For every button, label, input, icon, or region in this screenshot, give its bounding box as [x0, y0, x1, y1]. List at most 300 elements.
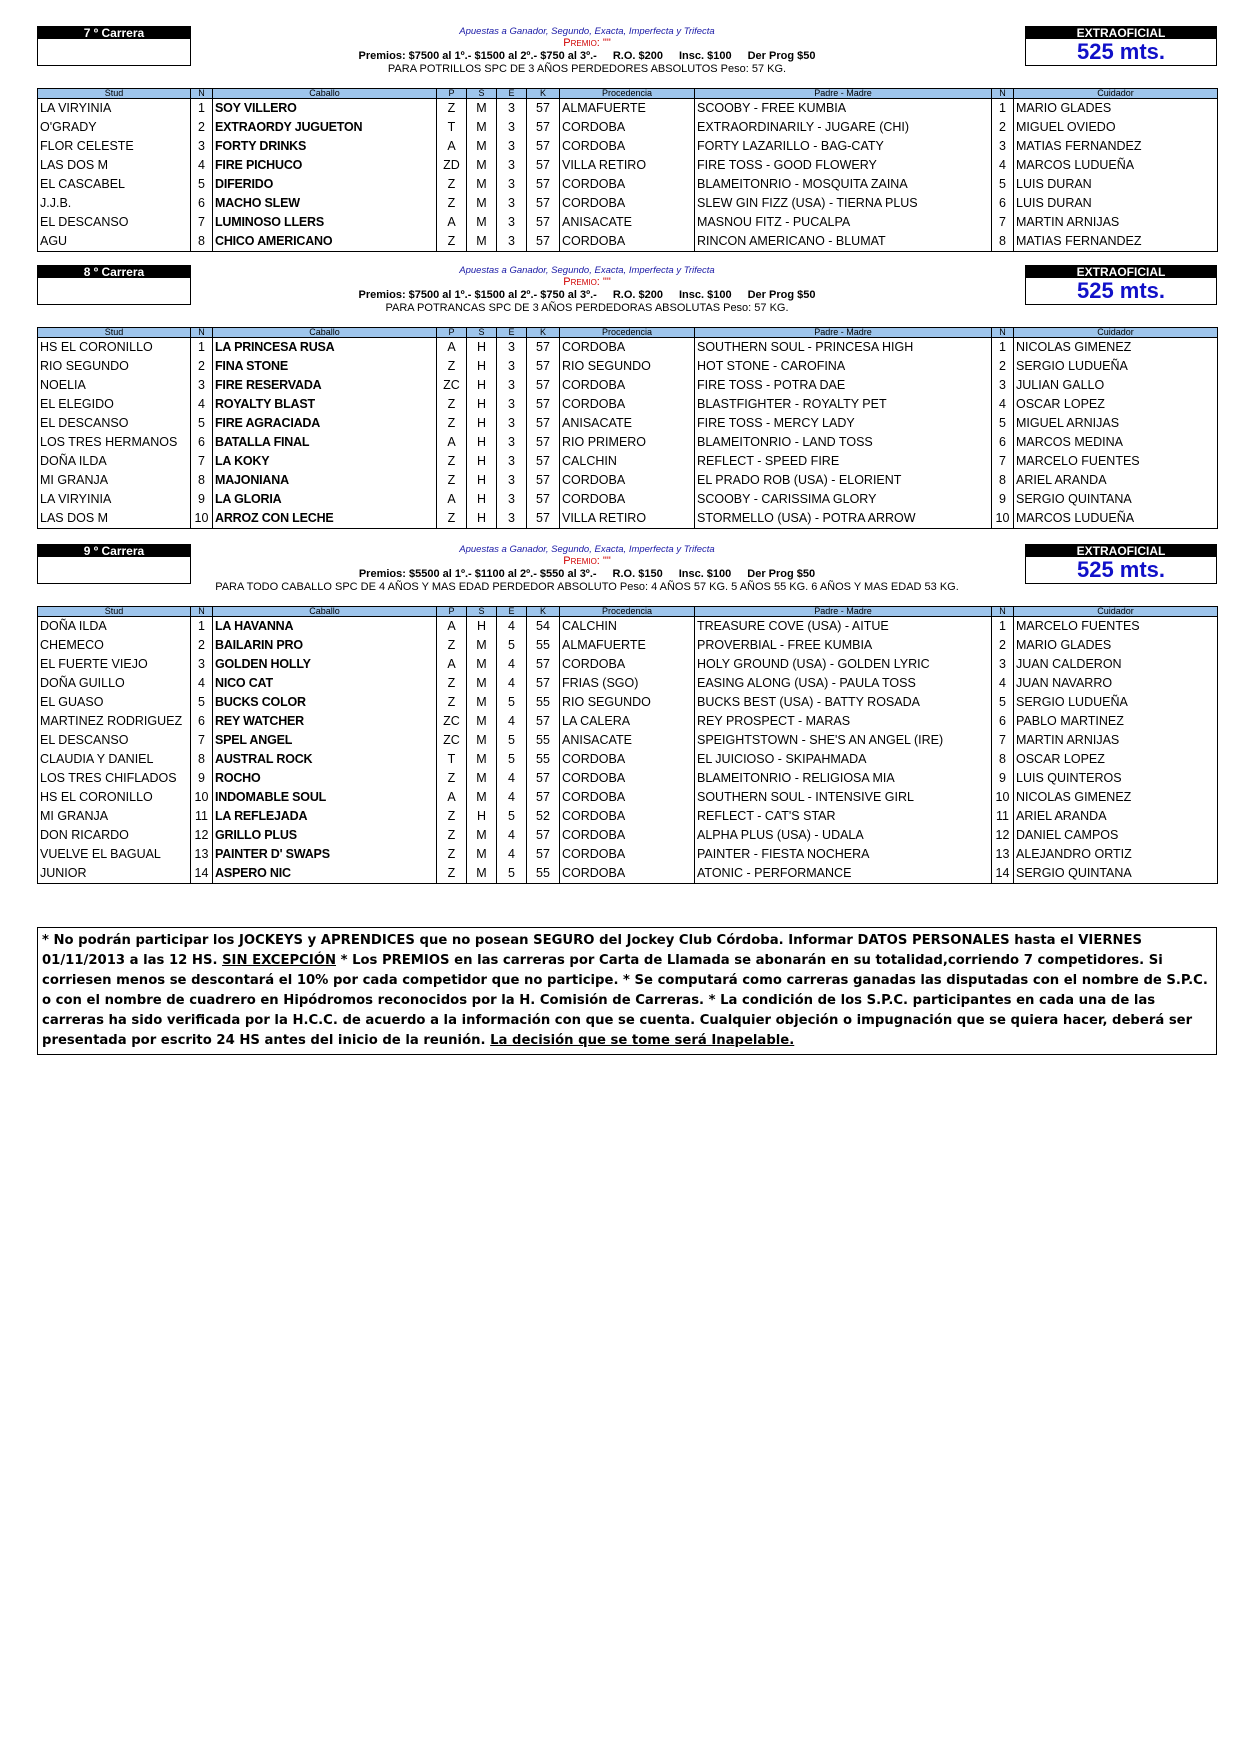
cell-caballo: REY WATCHER: [213, 712, 437, 731]
cell-s: M: [467, 194, 497, 213]
cell-p: Z: [437, 807, 467, 826]
cell-cuidador: ARIEL ARANDA: [1014, 807, 1218, 826]
cell-stud: EL ELEGIDO: [38, 395, 191, 414]
cell-n: 7: [191, 452, 213, 471]
race-info: [197, 26, 977, 76]
cell-k: 57: [527, 655, 560, 674]
cell-s: H: [467, 807, 497, 826]
cell-caballo: FINA STONE: [213, 357, 437, 376]
cell-e: 4: [497, 712, 527, 731]
cell-p: Z: [437, 232, 467, 252]
cell-e: 3: [497, 338, 527, 358]
table-row: [38, 99, 1218, 119]
der-prog-text: Der Prog $50: [747, 568, 816, 580]
table-row: [38, 636, 1218, 655]
cell-padre-madre: PAINTER - FIESTA NOCHERA: [695, 845, 992, 864]
cell-padre-madre: SPEIGHTSTOWN - SHE'S AN ANGEL (IRE): [695, 731, 992, 750]
table-row: [38, 232, 1218, 252]
cell-s: M: [467, 655, 497, 674]
cell-k: 57: [527, 452, 560, 471]
table-row: [38, 338, 1218, 358]
cell-stud: EL GUASO: [38, 693, 191, 712]
cell-s: M: [467, 845, 497, 864]
race-7: [37, 26, 1217, 252]
cell-n: 8: [191, 232, 213, 252]
cell-k: 55: [527, 693, 560, 712]
cell-k: 52: [527, 807, 560, 826]
column-header-cuidador: Cuidador: [1014, 607, 1218, 617]
cell-caballo: LA PRINCESA RUSA: [213, 338, 437, 358]
cell-padre-madre: FORTY LAZARILLO - BAG-CATY: [695, 137, 992, 156]
cell-p: Z: [437, 674, 467, 693]
cell-e: 4: [497, 769, 527, 788]
prizes-text: Premios: $5500 al 1º.- $1100 al 2º.- $550 al 3º.-: [358, 568, 597, 580]
cell-procedencia: CORDOBA: [560, 490, 695, 509]
cell-e: 3: [497, 509, 527, 529]
cell-n2: 9: [992, 490, 1014, 509]
column-header-p: P: [437, 607, 467, 617]
cell-n2: 1: [992, 617, 1014, 637]
cell-cuidador: OSCAR LOPEZ: [1014, 750, 1218, 769]
cell-padre-madre: BLAMEITONRIO - LAND TOSS: [695, 433, 992, 452]
cell-p: T: [437, 118, 467, 137]
cell-n2: 1: [992, 338, 1014, 358]
cell-procedencia: RIO SEGUNDO: [560, 357, 695, 376]
cell-padre-madre: SCOOBY - FREE KUMBIA: [695, 99, 992, 119]
cell-cuidador: MARCELO FUENTES: [1014, 452, 1218, 471]
cell-p: ZD: [437, 156, 467, 175]
premio-line: Premio: "": [563, 555, 611, 567]
cell-caballo: FIRE AGRACIADA: [213, 414, 437, 433]
cell-p: A: [437, 655, 467, 674]
cell-n2: 8: [992, 471, 1014, 490]
cell-n: 2: [191, 118, 213, 137]
cell-stud: RIO SEGUNDO: [38, 357, 191, 376]
table-row: [38, 807, 1218, 826]
race-title: 9 º Carrera: [38, 545, 190, 557]
cell-caballo: LA HAVANNA: [213, 617, 437, 637]
premio-line: Premio: "": [563, 37, 611, 49]
notes-box: [37, 927, 1217, 1055]
cell-stud: HS EL CORONILLO: [38, 788, 191, 807]
column-header-stud: Stud: [38, 328, 191, 338]
cell-stud: CHEMECO: [38, 636, 191, 655]
cell-e: 3: [497, 414, 527, 433]
cell-procedencia: CALCHIN: [560, 617, 695, 637]
table-row: [38, 376, 1218, 395]
cell-padre-madre: RINCON AMERICANO - BLUMAT: [695, 232, 992, 252]
der-prog-text: Der Prog $50: [747, 50, 816, 62]
cell-cuidador: ALEJANDRO ORTIZ: [1014, 845, 1218, 864]
cell-procedencia: CORDOBA: [560, 769, 695, 788]
cell-n: 4: [191, 395, 213, 414]
table-row: [38, 845, 1218, 864]
cell-s: M: [467, 864, 497, 884]
table-row: [38, 452, 1218, 471]
cell-stud: MI GRANJA: [38, 471, 191, 490]
table-row: [38, 395, 1218, 414]
cell-cuidador: MARCOS LUDUEÑA: [1014, 509, 1218, 529]
cell-e: 3: [497, 156, 527, 175]
cell-stud: EL DESCANSO: [38, 731, 191, 750]
prizes-text: Premios: $7500 al 1º.- $1500 al 2º.- $750 al 3º.-: [358, 289, 597, 301]
cell-cuidador: MARIO GLADES: [1014, 99, 1218, 119]
cell-padre-madre: BLASTFIGHTER - ROYALTY PET: [695, 395, 992, 414]
column-header-n2: N: [992, 607, 1014, 617]
cell-padre-madre: REFLECT - CAT'S STAR: [695, 807, 992, 826]
cell-p: Z: [437, 194, 467, 213]
column-header-padre-madre: Padre - Madre: [695, 607, 992, 617]
distance-box: [1025, 265, 1217, 305]
column-header-n: N: [191, 607, 213, 617]
cell-s: M: [467, 213, 497, 232]
cell-p: A: [437, 213, 467, 232]
cell-padre-madre: FIRE TOSS - GOOD FLOWERY: [695, 156, 992, 175]
cell-procedencia: CORDOBA: [560, 175, 695, 194]
cell-s: H: [467, 395, 497, 414]
cell-caballo: SOY VILLERO: [213, 99, 437, 119]
cell-p: Z: [437, 99, 467, 119]
cell-n2: 4: [992, 395, 1014, 414]
cell-caballo: GOLDEN HOLLY: [213, 655, 437, 674]
entries-table: [37, 606, 1218, 884]
cell-n2: 2: [992, 636, 1014, 655]
cell-n2: 8: [992, 232, 1014, 252]
cell-s: M: [467, 674, 497, 693]
cell-cuidador: MARCELO FUENTES: [1014, 617, 1218, 637]
cell-e: 3: [497, 395, 527, 414]
cell-procedencia: CORDOBA: [560, 471, 695, 490]
cell-n2: 11: [992, 807, 1014, 826]
cell-procedencia: CORDOBA: [560, 864, 695, 884]
cell-n: 5: [191, 693, 213, 712]
cell-stud: LA VIRYINIA: [38, 99, 191, 119]
notes-text-2: * Los PREMIOS en las carreras por Carta de Llamada se abonarán en su totalidad,corriendo 7 competidores. Si corriesen menos se descontará el 10% por cada competidor que no participe. * Se computará como carreras ganadas las disputadas con el nombre de S.P.C. o con el nombre de cuadrero en Hipódromos reconocidos por la H. Comisión de Carreras. * La condición de los S.P.C. participantes en cada una de las carreras ha sido verificada por la H.C.C. de acuerdo a la información con que se cuenta. Cualquier objeción o impugnación que se quiera hacer, deberá ser presentada por escrito 24 HS antes del inicio de la reunión.: [42, 953, 1208, 1048]
race-title-box: [37, 265, 191, 305]
cell-k: 55: [527, 731, 560, 750]
cell-stud: DOÑA GUILLO: [38, 674, 191, 693]
cell-k: 57: [527, 118, 560, 137]
cell-s: H: [467, 509, 497, 529]
cell-s: M: [467, 769, 497, 788]
cell-p: A: [437, 490, 467, 509]
table-row: [38, 617, 1218, 637]
cell-procedencia: FRIAS (SGO): [560, 674, 695, 693]
column-header-padre-madre: Padre - Madre: [695, 89, 992, 99]
cell-p: Z: [437, 845, 467, 864]
cell-procedencia: ALMAFUERTE: [560, 636, 695, 655]
table-row: [38, 433, 1218, 452]
cell-stud: FLOR CELESTE: [38, 137, 191, 156]
column-header-k: K: [527, 328, 560, 338]
cell-k: 55: [527, 864, 560, 884]
distance-box: [1025, 26, 1217, 66]
cell-p: Z: [437, 175, 467, 194]
cell-p: Z: [437, 769, 467, 788]
cell-stud: J.J.B.: [38, 194, 191, 213]
cell-caballo: LA KOKY: [213, 452, 437, 471]
cell-padre-madre: FIRE TOSS - MERCY LADY: [695, 414, 992, 433]
cell-stud: JUNIOR: [38, 864, 191, 884]
cell-n: 9: [191, 490, 213, 509]
cell-n2: 6: [992, 194, 1014, 213]
cell-padre-madre: ATONIC - PERFORMANCE: [695, 864, 992, 884]
cell-procedencia: RIO SEGUNDO: [560, 693, 695, 712]
cell-n: 1: [191, 99, 213, 119]
cell-cuidador: SERGIO QUINTANA: [1014, 490, 1218, 509]
der-prog-text: Der Prog $50: [747, 289, 816, 301]
cell-procedencia: CORDOBA: [560, 395, 695, 414]
cell-padre-madre: SCOOBY - CARISSIMA GLORY: [695, 490, 992, 509]
cell-p: A: [437, 788, 467, 807]
cell-n2: 2: [992, 357, 1014, 376]
column-header-n2: N: [992, 328, 1014, 338]
table-row: [38, 655, 1218, 674]
cell-n2: 9: [992, 769, 1014, 788]
cell-n2: 10: [992, 788, 1014, 807]
ro-text: R.O. $150: [612, 568, 663, 580]
column-header-padre-madre: Padre - Madre: [695, 328, 992, 338]
cell-k: 57: [527, 99, 560, 119]
cell-procedencia: CORDOBA: [560, 807, 695, 826]
cell-procedencia: ANISACATE: [560, 213, 695, 232]
table-row: [38, 788, 1218, 807]
column-header-caballo: Caballo: [213, 607, 437, 617]
cell-caballo: BUCKS COLOR: [213, 693, 437, 712]
cell-s: M: [467, 788, 497, 807]
bets-line: Apuestas a Ganador, Segundo, Exacta, Imperfecta y Trifecta: [459, 544, 715, 555]
cell-caballo: MAJONIANA: [213, 471, 437, 490]
prizes-line: [197, 567, 977, 581]
cell-procedencia: CORDOBA: [560, 845, 695, 864]
cell-n2: 5: [992, 693, 1014, 712]
table-header-row: [38, 607, 1218, 617]
cell-n: 14: [191, 864, 213, 884]
cell-stud: LOS TRES HERMANOS: [38, 433, 191, 452]
cell-e: 4: [497, 655, 527, 674]
cell-n: 5: [191, 414, 213, 433]
cell-cuidador: ARIEL ARANDA: [1014, 471, 1218, 490]
cell-s: M: [467, 750, 497, 769]
cell-n2: 4: [992, 156, 1014, 175]
cell-procedencia: CORDOBA: [560, 376, 695, 395]
column-header-k: K: [527, 607, 560, 617]
cell-e: 3: [497, 99, 527, 119]
table-row: [38, 118, 1218, 137]
cell-s: M: [467, 156, 497, 175]
cell-s: M: [467, 137, 497, 156]
cell-padre-madre: SOUTHERN SOUL - INTENSIVE GIRL: [695, 788, 992, 807]
cell-cuidador: MATIAS FERNANDEZ: [1014, 137, 1218, 156]
cell-n: 12: [191, 826, 213, 845]
cell-s: M: [467, 693, 497, 712]
cell-k: 57: [527, 414, 560, 433]
cell-procedencia: CORDOBA: [560, 826, 695, 845]
table-row: [38, 156, 1218, 175]
cell-procedencia: CORDOBA: [560, 655, 695, 674]
cell-s: H: [467, 490, 497, 509]
cell-procedencia: CORDOBA: [560, 232, 695, 252]
cell-p: Z: [437, 864, 467, 884]
cell-p: Z: [437, 693, 467, 712]
cell-caballo: MACHO SLEW: [213, 194, 437, 213]
race-8: [37, 265, 1217, 529]
cell-p: A: [437, 338, 467, 358]
cell-stud: DOÑA ILDA: [38, 617, 191, 637]
cell-padre-madre: STORMELLO (USA) - POTRA ARROW: [695, 509, 992, 529]
table-row: [38, 731, 1218, 750]
notes-inapelable: La decisión que se tome será Inapelable.: [490, 1033, 795, 1048]
cell-caballo: CHICO AMERICANO: [213, 232, 437, 252]
race-header: [37, 26, 1217, 88]
notes-text-1: * No podrán participar los JOCKEYS y APRENDICES que no posean SEGURO del Jockey Club Córdoba. Informar DATOS PERSONALES hasta el VIERNES 01/11/2013 a las 12 HS.: [42, 933, 1143, 968]
cell-p: ZC: [437, 731, 467, 750]
cell-cuidador: MARIO GLADES: [1014, 636, 1218, 655]
table-row: [38, 213, 1218, 232]
cell-cuidador: MARCOS MEDINA: [1014, 433, 1218, 452]
cell-e: 4: [497, 674, 527, 693]
distance-box: [1025, 544, 1217, 584]
cell-n: 1: [191, 338, 213, 358]
cell-procedencia: CORDOBA: [560, 750, 695, 769]
cell-n: 10: [191, 509, 213, 529]
cell-n: 11: [191, 807, 213, 826]
cell-e: 3: [497, 137, 527, 156]
cell-stud: NOELIA: [38, 376, 191, 395]
cell-k: 57: [527, 376, 560, 395]
cell-n: 13: [191, 845, 213, 864]
cell-s: M: [467, 175, 497, 194]
cell-procedencia: CORDOBA: [560, 118, 695, 137]
cell-p: A: [437, 433, 467, 452]
column-header-stud: Stud: [38, 89, 191, 99]
cell-p: ZC: [437, 712, 467, 731]
race-header: [37, 544, 1217, 606]
cell-e: 3: [497, 471, 527, 490]
cell-caballo: FORTY DRINKS: [213, 137, 437, 156]
cell-stud: DOÑA ILDA: [38, 452, 191, 471]
cell-s: H: [467, 414, 497, 433]
cell-n2: 7: [992, 213, 1014, 232]
cell-k: 57: [527, 490, 560, 509]
cell-stud: HS EL CORONILLO: [38, 338, 191, 358]
cell-n: 8: [191, 471, 213, 490]
cell-padre-madre: EXTRAORDINARILY - JUGARE (CHI): [695, 118, 992, 137]
cell-stud: EL DESCANSO: [38, 414, 191, 433]
bets-line: Apuestas a Ganador, Segundo, Exacta, Imperfecta y Trifecta: [459, 265, 715, 276]
cell-caballo: INDOMABLE SOUL: [213, 788, 437, 807]
cell-n2: 6: [992, 712, 1014, 731]
cell-procedencia: VILLA RETIRO: [560, 156, 695, 175]
cell-caballo: ROCHO: [213, 769, 437, 788]
race-header: [37, 265, 1217, 327]
cell-p: A: [437, 137, 467, 156]
cell-padre-madre: BUCKS BEST (USA) - BATTY ROSADA: [695, 693, 992, 712]
cell-stud: EL FUERTE VIEJO: [38, 655, 191, 674]
cell-cuidador: MIGUEL ARNIJAS: [1014, 414, 1218, 433]
cell-p: Z: [437, 471, 467, 490]
cell-stud: MI GRANJA: [38, 807, 191, 826]
cell-n2: 8: [992, 750, 1014, 769]
cell-padre-madre: EL PRADO ROB (USA) - ELORIENT: [695, 471, 992, 490]
cell-e: 5: [497, 864, 527, 884]
cell-caballo: GRILLO PLUS: [213, 826, 437, 845]
column-header-s: S: [467, 328, 497, 338]
cell-cuidador: MARTIN ARNIJAS: [1014, 213, 1218, 232]
cell-cuidador: MATIAS FERNANDEZ: [1014, 232, 1218, 252]
cell-caballo: BAILARIN PRO: [213, 636, 437, 655]
cell-procedencia: ALMAFUERTE: [560, 99, 695, 119]
table-row: [38, 414, 1218, 433]
cell-n2: 5: [992, 414, 1014, 433]
cell-s: H: [467, 452, 497, 471]
condition-line: PARA TODO CABALLO SPC DE 4 AÑOS Y MAS EDAD PERDEDOR ABSOLUTO Peso: 4 AÑOS 57 KG. 5 AÑOS 55 KG. 6 AÑOS Y MAS EDAD 53 KG.: [215, 581, 959, 593]
cell-padre-madre: HOT STONE - CAROFINA: [695, 357, 992, 376]
cell-cuidador: SERGIO QUINTANA: [1014, 864, 1218, 884]
cell-padre-madre: EL JUICIOSO - SKIPAHMADA: [695, 750, 992, 769]
cell-procedencia: CALCHIN: [560, 452, 695, 471]
cell-n2: 5: [992, 175, 1014, 194]
column-header-n: N: [191, 328, 213, 338]
cell-caballo: AUSTRAL ROCK: [213, 750, 437, 769]
cell-p: Z: [437, 826, 467, 845]
cell-s: H: [467, 376, 497, 395]
table-row: [38, 864, 1218, 884]
column-header-procedencia: Procedencia: [560, 328, 695, 338]
cell-n: 7: [191, 213, 213, 232]
column-header-s: S: [467, 89, 497, 99]
race-info: [197, 265, 977, 315]
cell-n: 3: [191, 655, 213, 674]
distance-value: 525 mts.: [1076, 278, 1166, 303]
cell-n: 8: [191, 750, 213, 769]
cell-e: 5: [497, 636, 527, 655]
insc-text: Insc. $100: [678, 50, 732, 62]
cell-cuidador: MARTIN ARNIJAS: [1014, 731, 1218, 750]
cell-e: 3: [497, 376, 527, 395]
cell-cuidador: JULIAN GALLO: [1014, 376, 1218, 395]
cell-padre-madre: PROVERBIAL - FREE KUMBIA: [695, 636, 992, 655]
cell-k: 55: [527, 750, 560, 769]
cell-p: Z: [437, 509, 467, 529]
cell-e: 3: [497, 357, 527, 376]
cell-caballo: ROYALTY BLAST: [213, 395, 437, 414]
cell-n2: 3: [992, 137, 1014, 156]
column-header-e: E: [497, 328, 527, 338]
cell-caballo: DIFERIDO: [213, 175, 437, 194]
cell-n: 2: [191, 636, 213, 655]
cell-k: 57: [527, 826, 560, 845]
cell-padre-madre: BLAMEITONRIO - MOSQUITA ZAINA: [695, 175, 992, 194]
insc-text: Insc. $100: [678, 289, 732, 301]
cell-stud: CLAUDIA Y DANIEL: [38, 750, 191, 769]
cell-n2: 4: [992, 674, 1014, 693]
cell-k: 57: [527, 471, 560, 490]
cell-s: M: [467, 232, 497, 252]
cell-e: 3: [497, 490, 527, 509]
column-header-k: K: [527, 89, 560, 99]
cell-n: 6: [191, 712, 213, 731]
cell-p: Z: [437, 636, 467, 655]
cell-k: 57: [527, 395, 560, 414]
condition-line: PARA POTRILLOS SPC DE 3 AÑOS PERDEDORES ABSOLUTOS Peso: 57 KG.: [387, 63, 787, 75]
cell-n2: 3: [992, 655, 1014, 674]
cell-padre-madre: MASNOU FITZ - PUCALPA: [695, 213, 992, 232]
cell-n2: 14: [992, 864, 1014, 884]
column-header-cuidador: Cuidador: [1014, 89, 1218, 99]
cell-caballo: SPEL ANGEL: [213, 731, 437, 750]
cell-cuidador: SERGIO LUDUEÑA: [1014, 693, 1218, 712]
